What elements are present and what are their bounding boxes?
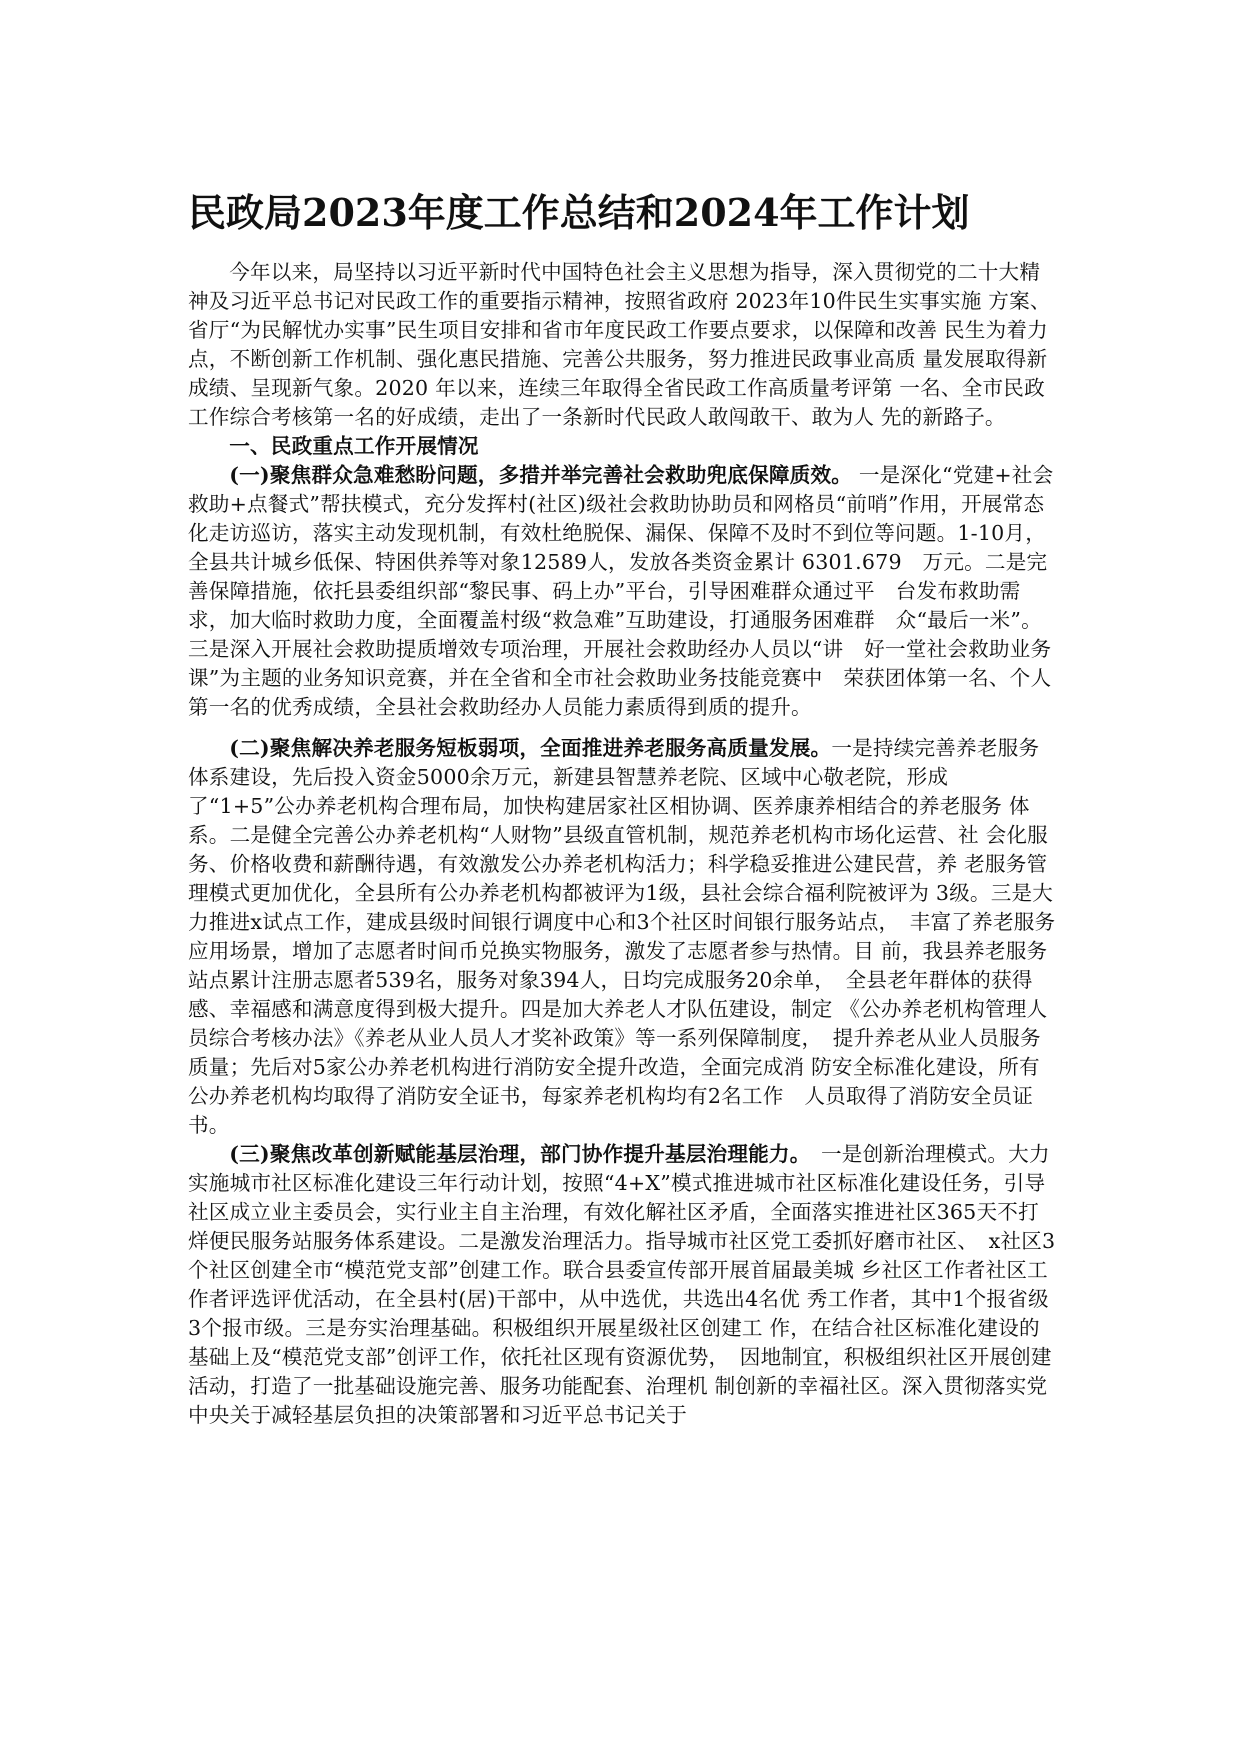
item2-lead: (二)聚焦解决养老服务短板弱项，全面推进养老服务高质量发展。 — [229, 736, 832, 760]
item1-body: 一是深化“党建+社会救助+点餐式”帮扶模式，充分发挥村(社区)级社会救助协助员和网格员“前哨”作用，开展常态化走访巡访，落实主动发现机制，有效杜绝脱保、漏保、保障不及时不到位等问题。1-10月，全县共计城乡低保、特困供养等对象12589人，发放各类资金累计 6301.679 万元。二是完善保障措施，依托县委组织部“黎民事、码上办”平台，引导困难群众通过平 台发布救助需求，加大临时救助力度，全面覆盖村级“救急难”互助建设，打通服务困难群 众“最后一米”。三是深入开展社会救助提质增效专项治理，开展社会救助经办人员以“讲 好一堂社会救助业务课”为主题的业务知识竞赛，并在全省和全市社会救助业务技能竞赛中 荣获团体第一名、个人第一名的优秀成绩，全县社会救助经办人员能力素质得到质的提升。 — [188, 463, 1054, 719]
item1-paragraph — [188, 461, 1058, 722]
item3-body: 一是创新治理模式。大力实施城市社区标准化建设三年行动计划，按照“4+X”模式推进城市社区标准化建设任务，引导社区成立业主委员会，实行业主自主治理，有效化解社区矛盾，全面落实推进社区365天不打烊便民服务站服务体系建设。二是激发治理活力。指导城市社区党工委抓好磨市社区、 x社区3个社区创建全市“模范党支部”创建工作。联合县委宣传部开展首届最美城 乡社区工作者社区工作者评选评优活动，在全县村(居)干部中，从中选优，共选出4名优 秀工作者，其中1个报省级3个报市级。三是夯实治理基础。积极组织开展星级社区创建工 作，在结合社区标准化建设的基础上及“模范党支部”创评工作，依托社区现有资源优势， 因地制宜，积极组织社区开展创建活动，打造了一批基础设施完善、服务功能配套、治理机 制创新的幸福社区。深入贯彻落实党中央关于减轻基层负担的决策部署和习近平总书记关于 — [188, 1142, 1056, 1427]
intro-paragraph: 今年以来，局坚持以习近平新时代中国特色社会主义思想为指导，深入贯彻党的二十大精神及习近平总书记对民政工作的重要指示精神，按照省政府 2023年10件民生实事实施 方案、省厅“为民解忧办实事”民生项目安排和省市年度民政工作要点要求，以保障和改善 民生为着力点，不断创新工作机制、强化惠民措施、完善公共服务，努力推进民政事业高质 量发展取得新成绩、呈现新气象。2020 年以来，连续三年取得全省民政工作高质量考评第 一名、全市民政工作综合考核第一名的好成绩，走出了一条新时代民政人敢闯敢干、敢为人 先的新路子。 — [188, 260, 1051, 429]
item1-lead: (一)聚焦群众急难愁盼问题，多措并举完善社会救助兜底保障质效。 — [229, 463, 853, 487]
section-heading: 一、民政重点工作开展情况 — [229, 434, 479, 458]
item2-body: 一是持续完善养老服务体系建设，先后投入资金5000余万元，新建县智慧养老院、区域中心敬老院，形成 了“1+5”公办养老机构合理布局，加快构建居家社区相协调、医养康养相结合的养老服务 体系。二是健全完善公办养老机构“人财物”县级直管机制，规范养老机构市场化运营、社 会化服务、价格收费和薪酬待遇，有效激发公办养老机构活力；科学稳妥推进公建民营，养 老服务管理模式更加优化，全县所有公办养老机构都被评为1级，县社会综合福利院被评为 3级。三是大力推进x试点工作，建成县级时间银行调度中心和3个社区时间银行服务站点， 丰富了养老服务应用场景，增加了志愿者时间币兑换实物服务，激发了志愿者参与热情。目 前，我县养老服务站点累计注册志愿者539名，服务对象394人，日均完成服务20余单， 全县老年群体的获得感、幸福感和满意度得到极大提升。四是加大养老人才队伍建设，制定 《公办养老机构管理人员综合考核办法》《养老从业人员人才奖补政策》等一系列保障制度， 提升养老从业人员服务质量；先后对5家公办养老机构进行消防安全提升改造，全面完成消 防安全标准化建设，所有公办养老机构均取得了消防安全证书，每家养老机构均有2名工作 人员取得了消防安全员证书。 — [188, 736, 1056, 1137]
item3-paragraph — [188, 1140, 1058, 1430]
item2-paragraph — [188, 734, 1058, 1140]
document-title: 民政局2023年度工作总结和2024年工作计划 — [188, 190, 970, 235]
document-body — [188, 258, 1058, 1430]
item3-lead: (三)聚焦改革创新赋能基层治理，部门协作提升基层治理能力。 — [229, 1142, 801, 1166]
